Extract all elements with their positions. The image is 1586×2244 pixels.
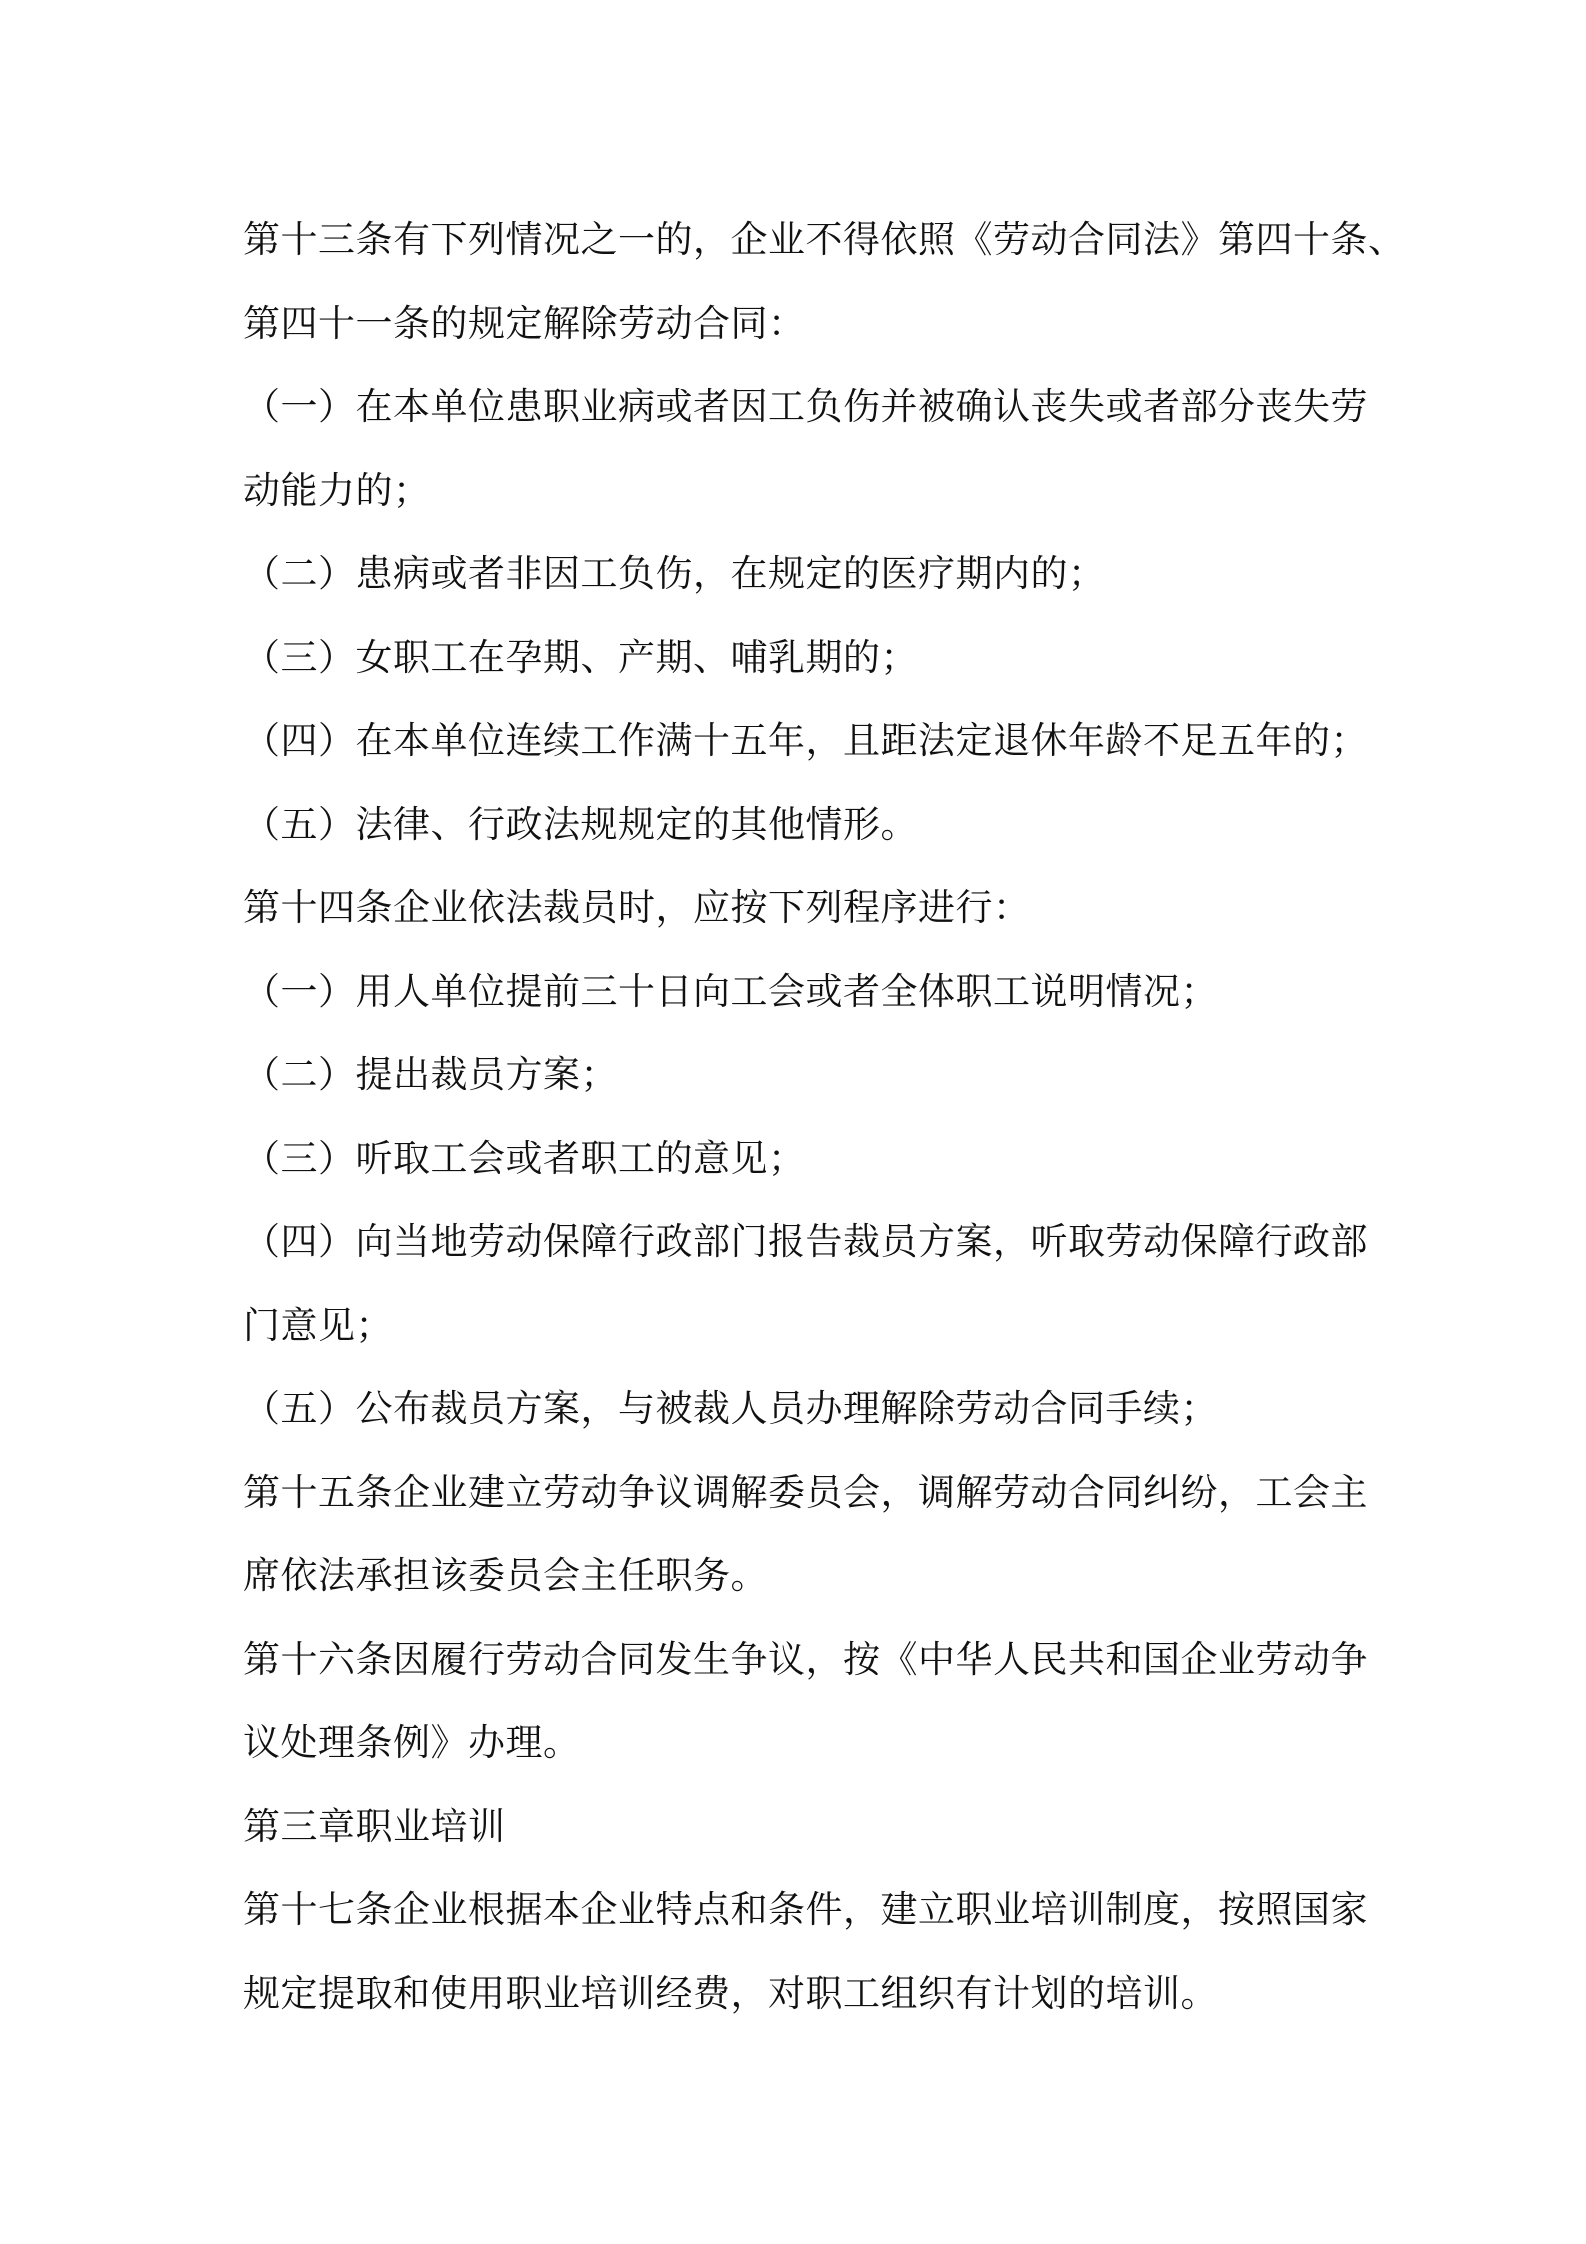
article-13-line-2: 第四十一条的规定解除劳动合同：: [243, 301, 806, 345]
article-17-line-2: 规定提取和使用职业培训经费，对职工组织有计划的培训。: [243, 1971, 1218, 2015]
article-14-item-5: （五）公布裁员方案，与被裁人员办理解除劳动合同手续；: [243, 1387, 1218, 1430]
article-14-item-2: （二）提出裁员方案；: [243, 1053, 618, 1096]
article-13-item-3: （三）女职工在孕期、产期、哺乳期的；: [243, 635, 918, 679]
article-13-item-4: （四）在本单位连续工作满十五年，且距法定退休年龄不足五年的；: [243, 719, 1368, 762]
article-14-item-1: （一）用人单位提前三十日向工会或者全体职工说明情况；: [243, 969, 1218, 1013]
article-15-line-1: 第十五条企业建立劳动争议调解委员会，调解劳动合同纠纷，工会主: [243, 1470, 1368, 1514]
article-13-item-1-line-2: 动能力的；: [243, 468, 431, 512]
article-16-line-2: 议处理条例》办理。: [243, 1721, 581, 1764]
article-14-item-4-line-1: （四）向当地劳动保障行政部门报告裁员方案，听取劳动保障行政部: [243, 1220, 1368, 1263]
chapter-3-heading: 第三章职业培训: [243, 1804, 506, 1848]
article-17-line-1: 第十七条企业根据本企业特点和条件，建立职业培训制度，按照国家: [243, 1888, 1368, 1931]
article-15-line-2: 席依法承担该委员会主任职务。: [243, 1554, 768, 1597]
article-16-line-1: 第十六条因履行劳动合同发生争议，按《中华人民共和国企业劳动争: [243, 1637, 1368, 1681]
article-13-item-5: （五）法律、行政法规规定的其他情形。: [243, 802, 918, 846]
article-13-line-1: 第十三条有下列情况之一的，企业不得依照《劳动合同法》第四十条、: [243, 218, 1406, 261]
article-14-item-4-line-2: 门意见；: [243, 1303, 393, 1347]
article-14-heading: 第十四条企业依法裁员时，应按下列程序进行：: [243, 886, 1031, 929]
article-13-item-2: （二）患病或者非因工负伤，在规定的医疗期内的；: [243, 552, 1106, 595]
document-text: [243, 198, 1406, 2035]
article-14-item-3: （三）听取工会或者职工的意见；: [243, 1136, 806, 1180]
article-13-item-1-line-1: （一）在本单位患职业病或者因工负伤并被确认丧失或者部分丧失劳: [243, 385, 1368, 428]
